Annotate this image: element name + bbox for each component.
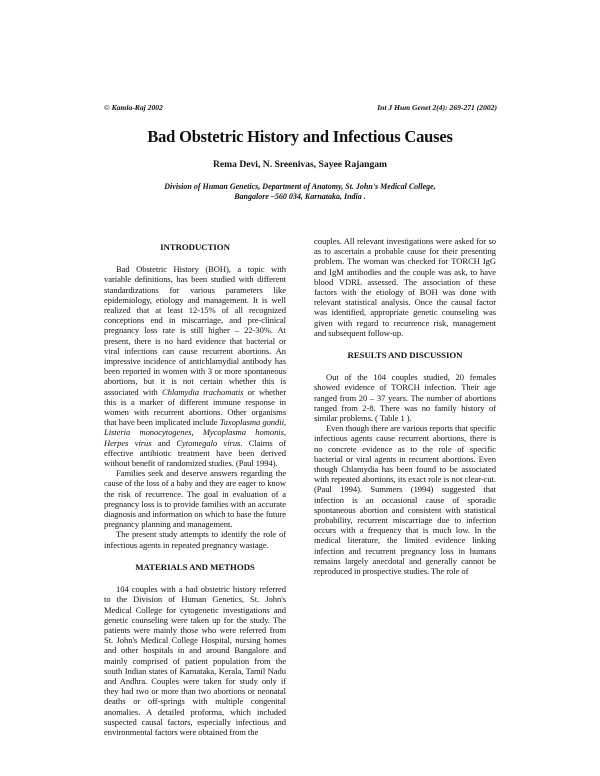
copyright-header: © Kamla-Raj 2002	[104, 103, 163, 112]
intro-text-d: . Claims of effective antibiotic treatment have been derived without benefit of randomized studies. (Paul 1994).	[104, 437, 286, 469]
intro-text-a: Bad Obstetric History (BOH), a topic with variable definitions, has been studied with different standardizations for various parameters like epidemiology, etiology and management. It is well realized that at least 12-15% of all recognized conceptions end in miscarriage, and pre-clinical pregnancy loss rate is still higher – 22-30%. At present, there is no hard evidence that bacterial or viral infections can cause recurrent abortions. An impressive incidence of antichlamydial antibody has been reported in women with 3 or more spontaneous abortions, but it is not certain whether this is associated with	[104, 264, 286, 397]
author-affiliation	[0, 182, 600, 202]
article-title: Bad Obstetric History and Infectious Causes	[147, 127, 453, 146]
results-heading: RESULTS AND DISCUSSION	[347, 350, 463, 361]
affiliation-line-2: Bangalore –560 034, Karnataka, India .	[234, 191, 366, 201]
journal-citation-header: Int J Hum Genet 2(4): 269-271 (2002)	[377, 103, 497, 112]
results-paragraph-2: Even though there are various reports that specific infectious agents cause recurrent abortions, there is no concrete evidence as to the role of specific bacterial or viral agents in recurrent abortions. Even though Chlamydia has been found to be associated with repeated abortions, its exact role is not clear-cut. (Paul 1994). Summers (1994) suggested that infection is an occasional cause of sporadic spontaneous abortion and consistent with statistical probability, recurrent miscarriage due to infection occurs with a frequency that is much low. In the medical literature, the limited evidence linking infection and recurrent pregnancy loss in humans remains largely anecdotal and generally cannot be reproduced in prospective studies. The role of	[314, 423, 496, 577]
methods-paragraph-continued: couples. All relevant investigations were asked for so as to ascertain a probable cause for their presenting problem. The woman was checked for TORCH IgG and IgM antibodies and the couple was ask, to have blood VDRL assessed. The association of these factors with the etiology of BOH was done with relevant statistical analysis. Once the causal factor was identified, appropriate genetic counseling was given with regard to recurrence risk, management and subsequent follow-up.	[314, 236, 496, 338]
right-column	[314, 236, 496, 576]
results-paragraph-1: Out of the 104 couples studied, 20 females showed evidence of TORCH infection. Their age ranged from 20 – 37 years. The number of abortions ranged from 2-8. There was no family history of similar problems. ( Table 1 ).	[314, 372, 496, 424]
methods-heading: MATERIALS AND METHODS	[135, 561, 255, 572]
introduction-paragraph-1	[104, 264, 286, 468]
intro-text-c: and	[151, 437, 177, 448]
left-column	[104, 236, 286, 737]
intro-italic-cytomegalo: Cytomegalo virus	[176, 437, 241, 448]
article-authors: Rema Devi, N. Sreenivas, Sayee Rajangam	[212, 159, 388, 170]
introduction-heading: INTRODUCTION	[160, 242, 230, 252]
affiliation-line-1: Division of Human Genetics, Department of Anatomy, St. John's Medical College,	[164, 182, 436, 191]
intro-italic-organisms: Taxoplasma gondii, Listeria monocytogenes, Mycoplasma homonis, Herpes virus	[104, 417, 286, 448]
introduction-paragraph-2: Families seek and deserve answers regarding the cause of the loss of a baby and they are eager to know the risk of recurrence. The goal in evaluation of a pregnancy loss is to provide families with an accurate diagnosis and information on which to base the future pregnancy planning and management.	[104, 468, 286, 530]
intro-italic-chlamydia: Chlamydia trachomatis	[161, 386, 244, 397]
intro-text-b: or whether this is a marker of different immune response in women with recurrent abortions. Other organisms that have been implicated include	[104, 386, 286, 428]
methods-paragraph: 104 couples with a bad obstetric history referred to the Division of Human Genetics, St. John's Medical College for cytogenetic investigations and genetic counseling were taken up for the study. The patients were mainly those who were referred from St. John's Medical College Hospital, nursing homes and other hospitals in and around Bangalore and mainly comprised of patient population from the south Indian states of Karnataka, Kerala, Tamil Nadu and Andhra. Couples were taken for study only if they had two or more than two abortions or neonatal deaths or off-springs with multiple congenital anomalies. A detailed proforma, which included suspected causal factors, especially infectious and environmental factors were obtained from the	[104, 584, 286, 737]
introduction-paragraph-3: The present study attempts to identify the role of infectious agents in repeated pregnancy wastage.	[104, 529, 286, 550]
